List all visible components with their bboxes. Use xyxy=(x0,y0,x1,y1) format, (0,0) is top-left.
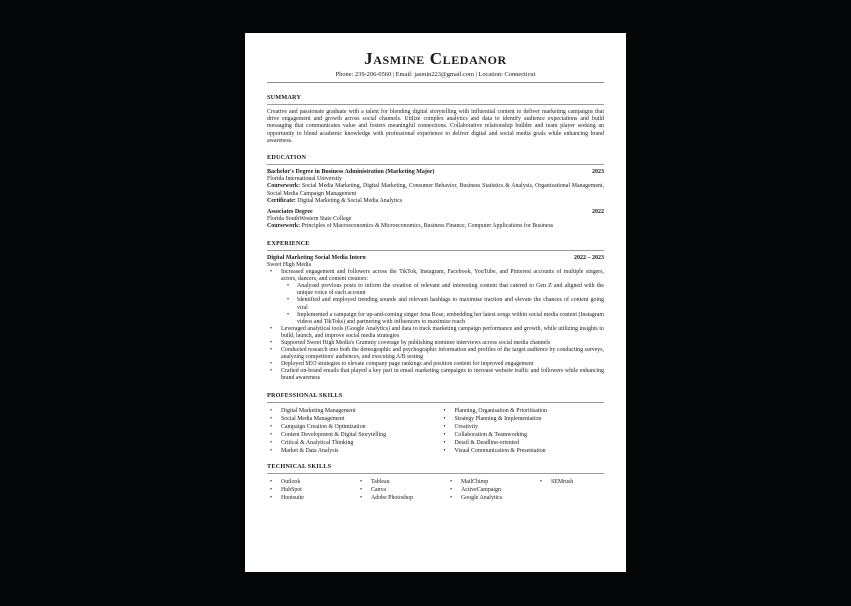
tool-item: • Tableau xyxy=(357,478,447,486)
coursework-label: Coursework: xyxy=(267,223,301,230)
bullet: • Conducted research into both the demographic and psychographic information and profiles of the target audience by conducting surveys, analyzing competitors' audiences, and executing A/B testing xyxy=(267,347,604,361)
skill-item: • Detail & Deadline-oriented xyxy=(441,439,605,447)
school-name: Florida International University xyxy=(267,176,342,183)
bullet: • Supported Sweet High Media's Grammy coverage by publishing nominee interviews across social media channels xyxy=(267,340,604,347)
coursework-label: Coursework: xyxy=(267,183,301,190)
skill-item: • Market & Data Analysis xyxy=(267,447,431,455)
tool-item: • ActiveCampaign xyxy=(447,486,537,494)
experience-heading: EXPERIENCE xyxy=(267,239,310,247)
skill-item: • Campaign Creation & Optimization xyxy=(267,423,431,431)
professional-skills-heading: PROFESSIONAL SKILLS xyxy=(267,391,343,399)
tool-item: • SEMrush xyxy=(537,478,597,486)
degree-title: Bachelor's Degree in Business Administration (Marketing Major) xyxy=(267,169,435,176)
resume-page xyxy=(245,33,626,572)
coursework xyxy=(267,223,604,230)
skill-item: • Content Development & Digital Storytelling xyxy=(267,431,431,439)
sub-bullet: • Identified and employed trending sounds and relevant hashtags to maximise traction and elevate the chances of content going viral xyxy=(285,297,604,311)
technical-skills-heading: TECHNICAL SKILLS xyxy=(267,462,332,470)
job-title: Digital Marketing Social Media Intern xyxy=(267,254,366,261)
experience-entry xyxy=(267,255,604,383)
certificate-label: Certificate: xyxy=(267,197,296,204)
tool-item: • Adobe Photoshop xyxy=(357,494,447,502)
education-heading: EDUCATION xyxy=(267,154,307,162)
bullet: • Increased engagement and followers across the TikTok, Instagram, Facebook, YouTube, and Pinterest accounts of multiple singers, actors, dancers, and content creators: xyxy=(267,269,604,283)
sub-bullet: • Analysed previous posts to inform the creation of relevant and interesting content that catered to Gen Z and aligned with the unique voice of each account xyxy=(285,283,604,297)
sub-bullet: • Implemented a campaign for up-and-coming singer Jena Rose, embedding her latest songs within social media content (Instagram videos and TikToks) and partnering with influencers to maximise reach xyxy=(285,312,604,326)
summary-divider xyxy=(267,104,604,105)
header-divider xyxy=(267,82,604,83)
skill-item: • Creativity xyxy=(441,423,605,431)
summary-text: Creative and passionate graduate with a talent for blending digital storytelling with influential content to deliver marketing campaigns that drive engagement and growth across social channels. Utilize complex analytics and data to identify audience expectations and build messaging that communicates value and fosters meaningful connections. Collaborative relationship builder and team player seeking an opportunity to blend academic knowledge with professional experience to deliver digital and social media goals while enhancing brand awareness. xyxy=(267,109,604,144)
technical-skills-list xyxy=(267,478,604,502)
coursework-text: Social Media Marketing, Digital Marketing, Consumer Behavior, Business Statistics & Analysis, Organizational Management, Social Media Campaign Management xyxy=(267,183,604,197)
bullet: • Leveraged analytical tools (Google Analytics) and data to track marketing campaign performance and growth, while utilizing insights to build, launch, and improve social media strategies xyxy=(267,326,604,340)
candidate-name: Jasmine Cledanor xyxy=(364,49,507,68)
summary-heading: SUMMARY xyxy=(267,94,302,101)
professional-skills-divider xyxy=(267,402,604,403)
company-name: Sweet High Media xyxy=(267,261,312,268)
contact-line: Phone: 239-206-0560 | Email: jasmin223@gmail.com | Location: Connecticut xyxy=(335,71,536,78)
degree-year: 2022 xyxy=(592,209,604,216)
skill-item: • Collaboration & Teamworking xyxy=(441,431,605,439)
tool-item: • HubSpot xyxy=(267,486,357,494)
bullet: • Crafted on-brand emails that played a key part in email marketing campaigns to increase website traffic and followers while enhancing brand awareness xyxy=(267,368,604,382)
tool-item: • MailChimp xyxy=(447,478,537,486)
skill-item: • Planning, Organisation & Prioritisation xyxy=(441,407,605,415)
bullet: • Deployed SEO strategies to elevate company page rankings and position content for improved engagement xyxy=(267,361,604,368)
degree-title: Associates Degree xyxy=(267,209,313,216)
certificate xyxy=(267,198,604,205)
tool-item: • Hootsuite xyxy=(267,494,357,502)
tool-item: • Google Analytics xyxy=(447,494,537,502)
job-dates: 2022 – 2023 xyxy=(574,254,604,261)
skill-item: • Critical & Analytical Thinking xyxy=(267,439,431,447)
certificate-text: Digital Marketing & Social Media Analytics xyxy=(297,197,403,204)
education-divider xyxy=(267,164,604,165)
professional-skills-list xyxy=(267,407,604,455)
tool-item: • Outlook xyxy=(267,478,357,486)
experience-sub-bullets xyxy=(267,283,604,326)
skill-item: • Social Media Management xyxy=(267,415,431,423)
education-entry-bachelor xyxy=(267,169,604,205)
skill-item: • Strategy Planning & Implementation xyxy=(441,415,605,423)
experience-bullets xyxy=(267,269,604,283)
school-name: Florida SouthWestern State College xyxy=(267,216,352,223)
coursework-text: Principles of Macroeconomics & Microeconomics, Business Finance, Computer Applications for Business xyxy=(301,223,554,230)
technical-skills-divider xyxy=(267,473,604,474)
coursework xyxy=(267,183,604,197)
skill-item: • Digital Marketing Management xyxy=(267,407,431,415)
tool-item: • Canva xyxy=(357,486,447,494)
degree-year: 2023 xyxy=(592,169,604,176)
experience-divider xyxy=(267,250,604,251)
education-entry-associates xyxy=(267,209,604,231)
experience-bullets-cont xyxy=(267,326,604,383)
skill-item: • Visual Communication & Presentation xyxy=(441,447,605,455)
